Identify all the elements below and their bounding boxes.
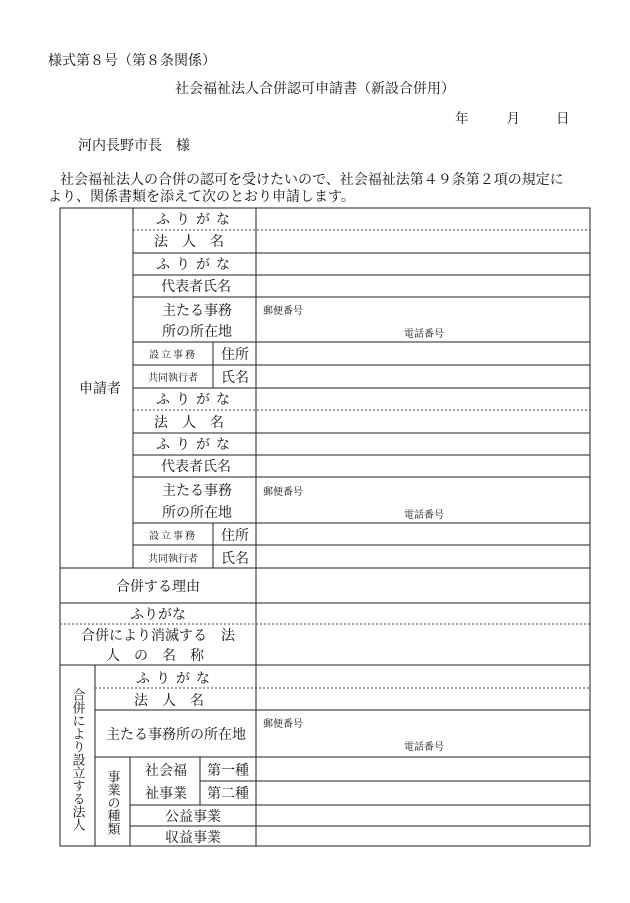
applicant1-rep-name-label: 代表者氏名 bbox=[161, 279, 231, 295]
applicant1-corp-name-label: 法人名 bbox=[154, 234, 238, 250]
applicant2-corp-name-label: 法人名 bbox=[154, 415, 238, 431]
applicant1-founder-line1: 設立事務 bbox=[149, 350, 197, 361]
applicant1-furigana2-label: ふりがな bbox=[156, 257, 236, 273]
dissolved-corp-line1: 合併により消滅する 法 bbox=[81, 628, 235, 644]
welfare-business-line1: 社会福 bbox=[145, 763, 187, 779]
applicant1-name-label: 氏名 bbox=[221, 370, 249, 386]
applicant2-phone-label: 電話番号 bbox=[404, 510, 444, 521]
merger-reason-label: 合併する理由 bbox=[116, 579, 200, 595]
applicant2-furigana2-label: ふりがな bbox=[156, 437, 236, 453]
document-title: 社会福祉法人合併認可申請書（新設合併用） bbox=[175, 81, 455, 97]
business-type-vertical-label: 事業の種類 bbox=[104, 770, 120, 835]
applicant1-postal-label: 郵便番号 bbox=[263, 306, 303, 317]
new-corp-office-label: 主たる事務所の所在地 bbox=[106, 727, 246, 743]
date-year-label: 年 bbox=[455, 111, 469, 127]
new-corp-vertical-label: 合併により設立する法人 bbox=[69, 688, 85, 831]
type-1-label: 第一種 bbox=[207, 763, 249, 779]
intro-line-1: 社会福祉法人の合併の認可を受けたいので、社会福祉法第４９条第２項の規定に bbox=[60, 172, 564, 188]
new-corp-postal-label: 郵便番号 bbox=[263, 719, 303, 730]
intro-line-2: より、関係書類を添えて次のとおり申請します。 bbox=[48, 189, 355, 205]
applicant1-founder-line2: 共同執行者 bbox=[148, 373, 198, 384]
date-month-label: 月 bbox=[506, 111, 520, 127]
applicant2-office-line1: 主たる事務 bbox=[162, 483, 232, 499]
applicant-label: 申請者 bbox=[79, 381, 121, 397]
dissolved-furigana-label: ふりがな bbox=[130, 607, 186, 623]
profit-business-label: 収益事業 bbox=[165, 830, 221, 846]
new-corp-name-label: 法人名 bbox=[134, 693, 218, 709]
table-border bbox=[60, 208, 590, 846]
applicant2-office-line2: 所の所在地 bbox=[162, 505, 232, 521]
applicant1-office-line1: 主たる事務 bbox=[162, 303, 232, 319]
welfare-business-line2: 祉事業 bbox=[145, 786, 187, 802]
date-day-label: 日 bbox=[556, 111, 570, 127]
dissolved-corp-line2: 人 の 名 称 bbox=[106, 648, 204, 664]
applicant1-address-label: 住所 bbox=[221, 347, 249, 363]
type-2-label: 第二種 bbox=[207, 786, 249, 802]
applicant2-address-label: 住所 bbox=[221, 528, 249, 544]
form-number: 様式第８号（第８条関係） bbox=[48, 53, 216, 69]
applicant2-name-label: 氏名 bbox=[221, 551, 249, 567]
applicant2-founder-line2: 共同執行者 bbox=[148, 554, 198, 565]
applicant1-phone-label: 電話番号 bbox=[404, 329, 444, 340]
applicant1-furigana-label: ふりがな bbox=[156, 212, 236, 228]
applicant1-office-line2: 所の所在地 bbox=[162, 324, 232, 340]
applicant2-postal-label: 郵便番号 bbox=[263, 487, 303, 498]
new-corp-phone-label: 電話番号 bbox=[404, 742, 444, 753]
applicant2-founder-line1: 設立事務 bbox=[149, 531, 197, 542]
new-corp-furigana-label: ふりがな bbox=[136, 671, 216, 687]
applicant2-rep-name-label: 代表者氏名 bbox=[161, 459, 231, 475]
addressee: 河内長野市長 様 bbox=[78, 138, 190, 154]
public-business-label: 公益事業 bbox=[165, 809, 221, 825]
applicant2-furigana-label: ふりがな bbox=[156, 392, 236, 408]
